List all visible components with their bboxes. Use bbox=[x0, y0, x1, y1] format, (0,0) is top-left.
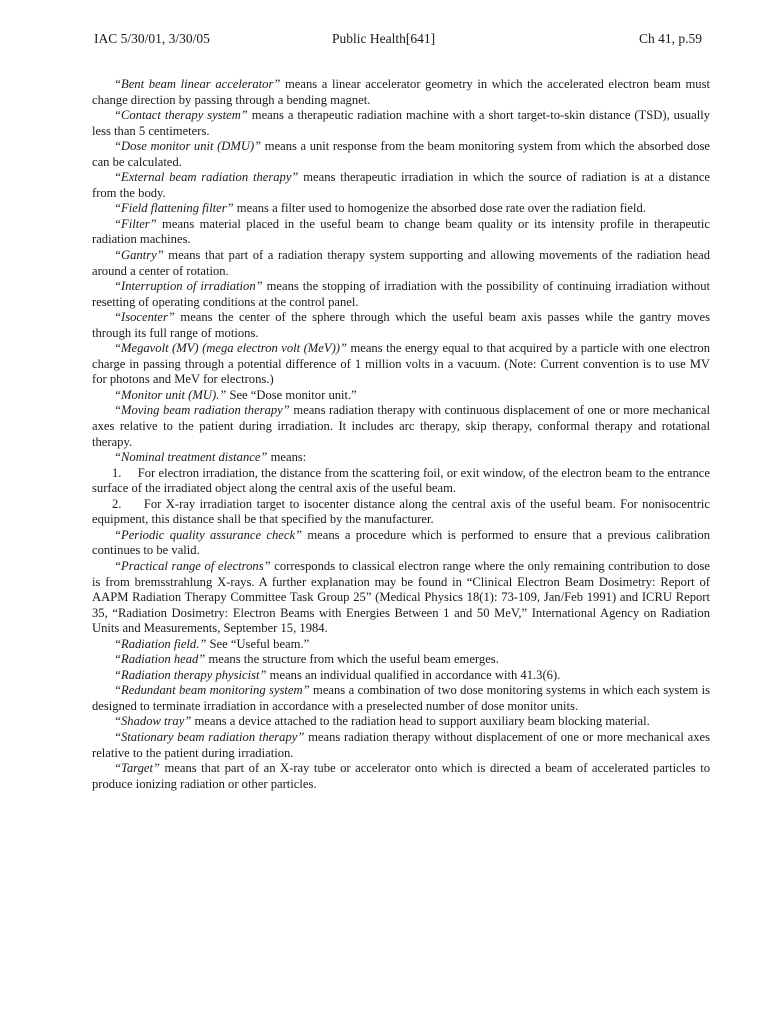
definition-text: means that part of a radiation therapy system supporting and allowing movements of the radiation head around a center of rotation. bbox=[92, 248, 710, 278]
definition-entry bbox=[92, 201, 710, 217]
definition-text: means a device attached to the radiation head to support auxiliary beam blocking material. bbox=[191, 714, 650, 729]
definition-entry bbox=[92, 341, 710, 388]
definition-term: “Periodic quality assurance check” bbox=[114, 527, 303, 542]
definition-term: “Interruption of irradiation” bbox=[114, 279, 263, 294]
definition-text: means radiation therapy without displacement of one or more mechanical axes relative to the patient during irradiation. bbox=[92, 729, 711, 760]
definition-text: means: bbox=[267, 450, 307, 465]
definition-text: means the stopping of irradiation with the possibility of continuing irradiation without resetting of operating conditions at the control panel. bbox=[92, 279, 710, 309]
definitions-group-1 bbox=[92, 77, 710, 466]
definition-term: “Target” bbox=[114, 761, 160, 776]
header-citation: IAC 5/30/01, 3/30/05 bbox=[94, 31, 210, 46]
definition-entry bbox=[92, 668, 710, 684]
numbered-item bbox=[92, 497, 710, 528]
item-number: 2. bbox=[112, 496, 122, 511]
definition-text: means a filter used to homogenize the absorbed dose rate over the radiation field. bbox=[233, 201, 646, 216]
definition-term: “Megavolt (MV) (mega electron volt (MeV))” bbox=[114, 341, 347, 356]
definitions-group-2 bbox=[92, 528, 710, 792]
definition-text: means a combination of two dose monitoring systems in which each system is designed to terminate irradiation in accordance with a preselected number of dose monitor units. bbox=[92, 683, 710, 713]
definition-term: “Nominal treatment distance” bbox=[114, 450, 268, 465]
definition-entry bbox=[92, 77, 710, 108]
definition-text: means that part of an X-ray tube or accelerator onto which is directed a beam of accelerated particles to produce ionizing radiation or other particles. bbox=[92, 761, 710, 791]
definition-text: means a therapeutic radiation machine with a short target-to-skin distance (TSD), usually less than 5 centimeters. bbox=[92, 108, 711, 138]
header-page-number: Ch 41, p.59 bbox=[638, 31, 702, 46]
definition-term: “Shadow tray” bbox=[114, 714, 192, 729]
definition-text: means radiation therapy with continuous displacement of one or more mechanical axes relative to the patient during irradiation. It includes arc therapy, skip therapy, conformal therapy and rotational therapy. bbox=[92, 403, 710, 449]
nominal-distance-items bbox=[92, 466, 710, 528]
definition-entry bbox=[92, 450, 710, 466]
definition-entry bbox=[92, 279, 710, 310]
definition-text: means a procedure which is performed to ensure that a previous calibration continues to be valid. bbox=[92, 527, 710, 558]
definition-term: “Filter” bbox=[114, 216, 157, 231]
definition-term: “Isocenter” bbox=[114, 310, 175, 325]
numbered-item bbox=[92, 466, 710, 497]
page-header bbox=[94, 31, 702, 49]
definition-entry bbox=[92, 730, 710, 761]
definition-entry bbox=[92, 139, 710, 170]
definition-text: means the energy equal to that acquired by a particle with one electron charge in passing through a potential difference of 1 million volts in a vacuum. (Note: Current convention is to use MV for photons and MeV for electrons.) bbox=[92, 341, 711, 387]
definition-entry bbox=[92, 310, 710, 341]
definition-text: means the structure from which the useful beam emerges. bbox=[205, 652, 499, 667]
definition-entry bbox=[92, 217, 710, 248]
definition-term: “Monitor unit (MU).” bbox=[114, 387, 227, 402]
definition-term: “Bent beam linear accelerator” bbox=[114, 77, 281, 91]
definition-entry bbox=[92, 388, 710, 404]
definition-text: means an individual qualified in accordance with 41.3(6). bbox=[266, 667, 561, 682]
definition-entry bbox=[92, 761, 710, 792]
definition-entry bbox=[92, 652, 710, 668]
definition-term: “Practical range of electrons” bbox=[114, 558, 271, 573]
header-agency: Public Health[641] bbox=[332, 31, 436, 46]
definition-term: “Field flattening filter” bbox=[114, 201, 234, 216]
definition-term: “Redundant beam monitoring system” bbox=[114, 683, 310, 698]
definition-text: means therapeutic irradiation in which the source of radiation is at a distance from the body. bbox=[92, 170, 711, 200]
definition-term: “Radiation therapy physicist” bbox=[114, 667, 267, 682]
item-text: For X-ray irradiation target to isocenter distance along the central axis of the useful beam. For nonisocentric equipment, this distance shall be that specified by the manufacturer. bbox=[92, 496, 710, 527]
definition-text: corresponds to classical electron range where the only remaining contribution to dose is from bremsstrahlung X-rays. A further explanation may be found in “Clinical Electron Beam Dosimetry: Report of AAPM Radiation Therapy Committee Task Group 25” (Medical Physics 18(1): 73-109, Jan/Feb 1991) and ICRU Report 35, “Radiation Dosimetry: Electron Beams with Energies Between 1 and 50 MeV,” International Agency on Radiation Units and Measurements, September 15, 1984. bbox=[92, 558, 710, 636]
definition-term: “Moving beam radiation therapy” bbox=[114, 403, 290, 418]
definition-term: “Contact therapy system” bbox=[114, 108, 248, 123]
definition-entry bbox=[92, 248, 710, 279]
definition-term: “Radiation field.” bbox=[114, 636, 207, 651]
definition-entry bbox=[92, 108, 710, 139]
item-text: For electron irradiation, the distance from the scattering foil, or exit window, of the electron beam to the entrance surface of the irradiated object along the central axis of the useful beam. bbox=[92, 465, 710, 496]
definition-entry bbox=[92, 170, 710, 201]
definition-entry bbox=[92, 683, 710, 714]
definition-text: means a linear accelerator geometry in which the accelerated electron beam must change direction by passing through a bending magnet. bbox=[92, 77, 710, 107]
definition-text: See “Useful beam.” bbox=[206, 636, 310, 651]
definition-entry bbox=[92, 559, 710, 637]
definition-text: means material placed in the useful beam to change beam quality or its intensity profile in therapeutic radiation machines. bbox=[92, 216, 710, 247]
definition-term: “Radiation head” bbox=[114, 652, 206, 667]
definition-entry bbox=[92, 714, 710, 730]
definition-entry bbox=[92, 637, 710, 653]
definition-term: “Gantry” bbox=[114, 248, 164, 263]
definition-term: “Dose monitor unit (DMU)” bbox=[114, 139, 262, 154]
definition-entry bbox=[92, 403, 710, 450]
definition-term: “External beam radiation therapy” bbox=[114, 170, 299, 185]
definition-text: means the center of the sphere through which the useful beam axis passes while the gantry moves through its full range of motions. bbox=[92, 310, 710, 340]
definition-text: See “Dose monitor unit.” bbox=[226, 387, 357, 402]
definition-term: “Stationary beam radiation therapy” bbox=[114, 729, 305, 744]
item-number: 1. bbox=[112, 465, 122, 480]
definition-text: means a unit response from the beam monitoring system from which the absorbed dose can be calculated. bbox=[92, 139, 711, 169]
definitions-body bbox=[92, 77, 710, 792]
definition-entry bbox=[92, 528, 710, 559]
